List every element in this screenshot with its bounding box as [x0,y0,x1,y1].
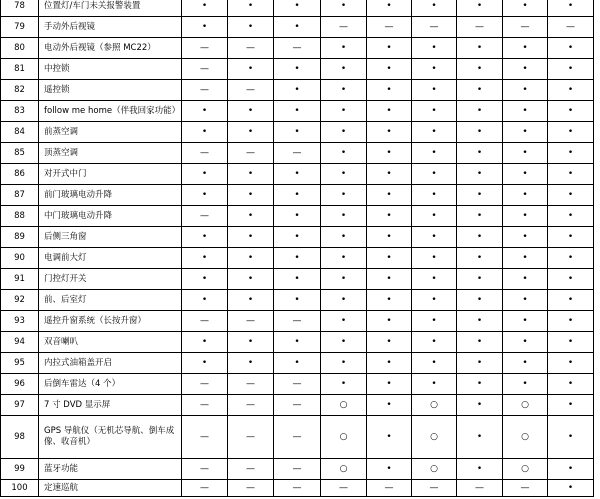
availability-mark: • [321,332,367,353]
row-number: 80 [1,38,39,59]
availability-mark: • [228,101,274,122]
availability-mark: • [503,122,548,143]
availability-mark: • [457,416,503,459]
availability-mark: • [274,332,321,353]
availability-mark: — [321,480,367,497]
feature-name: 后侧三角窗 [39,227,182,248]
availability-mark: • [548,164,594,185]
row-number: 90 [1,248,39,269]
availability-mark: • [367,164,412,185]
availability-mark: • [412,269,457,290]
availability-mark: • [412,80,457,101]
feature-name: 电调前大灯 [39,248,182,269]
feature-name: 手动外后视镜 [39,17,182,38]
availability-mark: • [548,185,594,206]
availability-mark: • [274,164,321,185]
availability-mark: • [367,332,412,353]
row-number: 91 [1,269,39,290]
availability-mark: — [228,80,274,101]
availability-mark: — [274,311,321,332]
availability-mark: • [457,353,503,374]
availability-mark: • [412,185,457,206]
availability-mark: — [228,374,274,395]
availability-mark: • [548,143,594,164]
availability-mark: • [274,290,321,311]
availability-mark: • [457,332,503,353]
availability-mark: — [274,374,321,395]
availability-mark: • [321,101,367,122]
table-row [1,416,594,459]
availability-mark: • [274,80,321,101]
availability-mark: — [457,480,503,497]
availability-mark: • [548,122,594,143]
availability-mark: • [548,395,594,416]
availability-mark: • [412,290,457,311]
availability-mark: • [548,374,594,395]
availability-mark: • [503,227,548,248]
availability-mark: • [457,227,503,248]
availability-mark: — [182,416,228,459]
availability-mark: • [412,332,457,353]
availability-mark: • [412,38,457,59]
availability-mark: • [321,353,367,374]
availability-mark: • [274,17,321,38]
availability-mark: ○ [412,459,457,480]
availability-mark: • [503,374,548,395]
feature-name: 中门玻璃电动升降 [39,206,182,227]
table-row [1,395,594,416]
availability-mark: • [228,248,274,269]
availability-mark: • [321,59,367,80]
availability-mark: — [274,480,321,497]
availability-mark: • [228,185,274,206]
availability-mark: • [503,59,548,80]
availability-mark: • [548,59,594,80]
availability-mark: • [412,248,457,269]
availability-mark: • [367,0,412,17]
feature-name: follow me home（伴我回家功能） [39,101,182,122]
availability-mark: • [321,374,367,395]
availability-mark: • [367,122,412,143]
table-row [1,332,594,353]
availability-mark: • [367,459,412,480]
availability-mark: • [412,59,457,80]
availability-mark: • [274,59,321,80]
availability-mark: • [182,185,228,206]
feature-name: 蓝牙功能 [39,459,182,480]
availability-mark: • [182,269,228,290]
availability-mark: • [548,227,594,248]
table-row [1,0,594,17]
availability-mark: • [457,164,503,185]
availability-mark: • [503,290,548,311]
table-row [1,311,594,332]
availability-mark: — [412,480,457,497]
availability-mark: • [274,185,321,206]
feature-name: 对开式中门 [39,164,182,185]
availability-mark: • [548,269,594,290]
availability-mark: • [457,290,503,311]
row-number: 89 [1,227,39,248]
availability-mark: — [228,311,274,332]
availability-mark: • [321,185,367,206]
availability-mark: • [182,164,228,185]
feature-name: 位置灯/车门未关报警装置 [39,0,182,17]
availability-mark: • [228,0,274,17]
availability-mark: • [457,185,503,206]
availability-mark: • [367,38,412,59]
table-row [1,374,594,395]
availability-mark: • [228,59,274,80]
availability-mark: • [321,290,367,311]
availability-mark: • [457,80,503,101]
availability-mark: • [548,80,594,101]
availability-mark: • [503,269,548,290]
availability-mark: — [503,17,548,38]
availability-mark: — [182,459,228,480]
row-number: 98 [1,416,39,459]
availability-mark: • [228,122,274,143]
availability-mark: • [367,311,412,332]
availability-mark: • [412,227,457,248]
row-number: 96 [1,374,39,395]
availability-mark: — [182,374,228,395]
table-row [1,269,594,290]
availability-mark: • [228,353,274,374]
feature-name: 电动外后视镜（参照 MC22） [39,38,182,59]
availability-mark: • [182,353,228,374]
table-row [1,480,594,497]
availability-mark: • [457,206,503,227]
availability-mark: — [228,395,274,416]
availability-mark: • [321,227,367,248]
availability-mark: ○ [412,416,457,459]
availability-mark: • [412,311,457,332]
availability-mark: • [228,269,274,290]
availability-mark: • [457,101,503,122]
feature-name: 前门玻璃电动升降 [39,185,182,206]
availability-mark: ○ [321,459,367,480]
row-number: 86 [1,164,39,185]
availability-mark: • [182,0,228,17]
availability-mark: • [367,374,412,395]
availability-mark: — [182,38,228,59]
availability-mark: — [274,143,321,164]
feature-name: 遥控锁 [39,80,182,101]
availability-mark: • [182,248,228,269]
availability-mark: • [548,353,594,374]
feature-name: 遥控升窗系统（长按升窗） [39,311,182,332]
availability-mark: — [228,38,274,59]
availability-mark: — [228,480,274,497]
availability-mark: • [548,206,594,227]
availability-mark: • [503,143,548,164]
availability-mark: • [367,59,412,80]
feature-name: 门控灯开关 [39,269,182,290]
availability-mark: • [274,122,321,143]
availability-mark: • [457,122,503,143]
availability-mark: • [274,0,321,17]
availability-mark: • [274,101,321,122]
table-row [1,164,594,185]
table-row [1,59,594,80]
availability-mark: — [367,17,412,38]
availability-mark: • [548,248,594,269]
table-row [1,80,594,101]
availability-mark: • [228,332,274,353]
availability-mark: • [503,353,548,374]
availability-mark: • [457,459,503,480]
availability-mark: • [228,206,274,227]
row-number: 87 [1,185,39,206]
availability-mark: • [548,0,594,17]
table-row [1,290,594,311]
row-number: 88 [1,206,39,227]
availability-mark: • [457,374,503,395]
availability-mark: • [503,185,548,206]
availability-mark: • [367,143,412,164]
availability-mark: • [274,353,321,374]
feature-name: 定速巡航 [39,480,182,497]
availability-mark: • [321,38,367,59]
availability-mark: ○ [503,395,548,416]
availability-mark: • [274,269,321,290]
availability-mark: • [548,290,594,311]
availability-mark: • [367,248,412,269]
table-row [1,122,594,143]
availability-mark: — [182,206,228,227]
availability-mark: — [274,459,321,480]
row-number: 93 [1,311,39,332]
availability-mark: — [321,17,367,38]
availability-mark: • [367,227,412,248]
availability-mark: • [457,248,503,269]
row-number: 100 [1,480,39,497]
availability-mark: — [548,17,594,38]
feature-name: 中控锁 [39,59,182,80]
availability-mark: • [274,206,321,227]
availability-mark: • [412,374,457,395]
availability-mark: • [457,59,503,80]
availability-mark: • [412,206,457,227]
availability-mark: — [503,480,548,497]
availability-mark: — [182,311,228,332]
availability-mark: • [228,290,274,311]
row-number: 79 [1,17,39,38]
table-row [1,38,594,59]
feature-name: GPS 导航仪（无机芯导航、倒车成像、收音机） [39,416,182,459]
row-number: 78 [1,0,39,17]
availability-mark: • [457,143,503,164]
availability-mark: • [321,311,367,332]
availability-mark: • [412,101,457,122]
availability-mark: • [412,122,457,143]
availability-mark: — [274,395,321,416]
availability-mark: • [182,101,228,122]
row-number: 92 [1,290,39,311]
availability-mark: • [367,353,412,374]
availability-mark: • [457,311,503,332]
feature-name: 前蒸空调 [39,122,182,143]
table-row [1,227,594,248]
availability-mark: — [228,143,274,164]
availability-mark: • [321,164,367,185]
feature-name: 双音喇叭 [39,332,182,353]
availability-mark: — [182,480,228,497]
availability-mark: • [412,0,457,17]
availability-mark: • [321,248,367,269]
availability-mark: • [503,206,548,227]
table-row [1,17,594,38]
row-number: 97 [1,395,39,416]
availability-mark: • [503,164,548,185]
availability-mark: — [274,38,321,59]
availability-mark: • [182,332,228,353]
availability-mark: ○ [321,416,367,459]
table-row [1,206,594,227]
availability-mark: • [367,101,412,122]
availability-mark: • [228,227,274,248]
availability-mark: • [548,480,594,497]
availability-mark: • [367,269,412,290]
row-number: 81 [1,59,39,80]
availability-mark: • [503,38,548,59]
availability-mark: • [321,0,367,17]
table-row [1,353,594,374]
availability-mark: • [548,459,594,480]
row-number: 84 [1,122,39,143]
row-number: 95 [1,353,39,374]
availability-mark: • [503,80,548,101]
availability-mark: • [182,17,228,38]
availability-mark: • [274,227,321,248]
availability-mark: • [412,164,457,185]
feature-name: 顶蒸空调 [39,143,182,164]
availability-mark: ○ [503,416,548,459]
feature-name: 7 寸 DVD 显示屏 [39,395,182,416]
row-number: 94 [1,332,39,353]
availability-mark: — [182,143,228,164]
availability-mark: • [548,38,594,59]
availability-mark: • [321,269,367,290]
availability-mark: • [548,416,594,459]
availability-mark: — [228,459,274,480]
availability-mark: • [457,269,503,290]
availability-mark: • [457,0,503,17]
availability-mark: — [182,80,228,101]
availability-mark: — [412,17,457,38]
availability-mark: • [367,206,412,227]
availability-mark: • [367,290,412,311]
table-row [1,248,594,269]
availability-mark: • [548,311,594,332]
availability-mark: • [548,332,594,353]
availability-mark: • [412,353,457,374]
availability-mark: • [367,80,412,101]
availability-mark: • [228,164,274,185]
availability-mark: • [503,0,548,17]
availability-mark: • [182,122,228,143]
availability-mark: • [321,143,367,164]
availability-mark: — [367,480,412,497]
row-number: 99 [1,459,39,480]
availability-mark: • [457,395,503,416]
availability-mark: • [182,227,228,248]
table-row [1,101,594,122]
table-row [1,185,594,206]
table-row [1,459,594,480]
availability-mark: • [321,206,367,227]
availability-mark: — [228,416,274,459]
availability-mark: • [321,80,367,101]
row-number: 83 [1,101,39,122]
row-number: 82 [1,80,39,101]
feature-name: 前、后室灯 [39,290,182,311]
availability-mark: • [182,290,228,311]
feature-name: 后倒车雷达（4 个） [39,374,182,395]
availability-mark: • [503,332,548,353]
availability-mark: ○ [412,395,457,416]
availability-mark: • [367,395,412,416]
availability-mark: ○ [503,459,548,480]
availability-mark: • [367,185,412,206]
availability-mark: • [503,311,548,332]
availability-mark: • [228,17,274,38]
availability-mark: • [367,416,412,459]
availability-mark: • [274,248,321,269]
availability-mark: • [412,143,457,164]
availability-mark: — [274,416,321,459]
row-number: 85 [1,143,39,164]
availability-mark: — [457,17,503,38]
availability-mark: • [548,101,594,122]
availability-mark: • [457,38,503,59]
availability-mark: • [321,122,367,143]
availability-mark: — [182,395,228,416]
availability-mark: • [503,101,548,122]
table-row [1,143,594,164]
availability-mark: • [503,248,548,269]
availability-mark: ○ [321,395,367,416]
feature-name: 内拉式油箱盖开启 [39,353,182,374]
availability-mark: — [182,59,228,80]
